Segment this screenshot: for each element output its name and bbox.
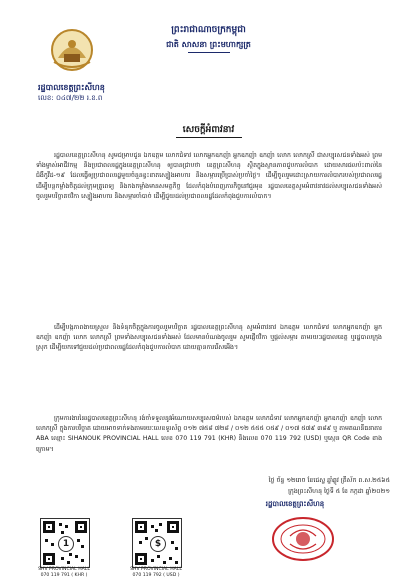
qr-usd-caption-name: SHV PROVINCIAL HALL [130, 567, 182, 572]
qr-khr-caption-account: 070 119 791 ( KHR ) [40, 573, 88, 578]
office-name: រដ្ឋបាលខេត្តព្រះសីហនុ [38, 83, 105, 92]
paragraph-3: ក្រុមការងារនៃរដ្ឋបាលខេត្តព្រះសីហនុ រង់ចាំទទួលនូវអំណោយសប្បុរសធម៌របស់ ឯកឧត្តម លោកជំទាវ លោកអ្នកឧកញ៉ា អ្នកឧកញ៉ា ឧកញ៉ា លោក លោកស្រី ក្នុងការបរិច្ចាគ ដោយអាចទាក់ទងតាមរយៈលេខទូរស័ព្ទ ០១២ ៧៥៨ ៧២៨ / ០១២ ៥៥៥ ០៥៩ / ០១៧ ៥៧៩ ៣៨៩ ឬ តាមគណនីធនាគារ ABA ឈ្មោះ SIHANOUK PROVINCIAL HALL លេខ 070 119 791 (KHR) និងលេខ 070 119 792 (USD) ឬស្កេន QR Code ខាងក្រោម។ [36, 415, 382, 453]
reference-value: ០៤៧/២២ រ.ខ.ព [55, 94, 103, 102]
qr-code-usd[interactable] [132, 518, 182, 568]
reference-number [38, 94, 102, 104]
national-motto: ជាតិ សាសនា ព្រះមហាក្សត្រ [166, 40, 251, 49]
place-and-date: ក្រុងព្រះសីហនុ ថ្ងៃទី ៥ ខែ កក្កដា ឆ្នាំ២០២១ [288, 488, 390, 495]
motto-ornament-divider [188, 52, 230, 53]
reference-label: លេខ: [38, 94, 54, 102]
qr-code-khr[interactable] [40, 518, 90, 568]
signer-title: រដ្ឋបាលខេត្តព្រះសីហនុ [265, 500, 325, 508]
title-underline [176, 137, 242, 138]
paragraph-1: រដ្ឋបាលខេត្តព្រះសីហនុ សូមជម្រាបជូន ឯកឧត្តម លោកជំទាវ លោកអ្នកឧកញ៉ា អ្នកឧកញ៉ា ឧកញ៉ា លោក លោកស្រី ជាសប្បុរសជនទាំងអស់ ព្រមទាំងម្ចាស់អាជីវកម្ម និងប្រជាពលរដ្ឋក្នុងខេត្តព្រះសីហនុ ឲ្យបានជ្រាបថា ខេត្តព្រះសីហនុ ស្ថិតក្នុងស្ថានភាពជួបការលំបាក ដោយសារផលប៉ះពាល់នៃជំងឺកូវីដ-១៩ ដែលធ្វើឲ្យប្រជាពលរដ្ឋមួយចំនួនខ្វះខាតស្បៀងអាហារ និងសម្ភារប្រើប្រាស់ប្រចាំថ្ងៃ។ ដើម្បីចូលរួមដោះស្រាយការលំបាករបស់ប្រជាពលរដ្ឋ ដើម្បីបន្តកម្លាំងចិត្តដល់ក្រុមគ្រូពេទ្យ និងកងកម្លាំងមានសមត្ថកិច្ច ដែលកំពុងបំពេញភារកិច្ចនៅជួរមុខ រដ្ឋបាលខេត្តសូមអំពាវនាវដល់សប្បុរសជនទាំងអស់ ចូលរួមបរិច្ចាគថវិកា ស្បៀងអាហារ និងសម្ភារចាំបាច់ ដើម្បីជួយដល់ប្រជាពលរដ្ឋដែលកំពុងជួបការលំបាក។ [36, 152, 382, 200]
kingdom-heading: ព្រះរាជាណាចក្រកម្ពុជា [171, 25, 246, 35]
paragraph-2: ដើម្បីបង្កភាពងាយស្រួល និងទំនុកចិត្តក្នុងការចូលរួមបរិច្ចាគ រដ្ឋបាលខេត្តព្រះសីហនុ សូមអំពាវនាវ ឯកឧត្តម លោកជំទាវ លោកអ្នកឧកញ៉ា អ្នកឧកញ៉ា ឧកញ៉ា លោក លោកស្រី ព្រមទាំងសប្បុរសជនទាំងអស់ ដែលមានបំណងចូលរួម សូមផ្ញើថវិកា ឬផ្តល់សម្ភារ តាមរយៈរដ្ឋបាលខេត្ត ឬរដ្ឋបាលក្រុង ស្រុក ដើម្បីយកទៅជួយដល់ប្រជាពលរដ្ឋដែលកំពុងជួបការលំបាក ដោយគ្មានការរើសអើង។ [36, 324, 382, 352]
qr-badge-usd: $ [150, 536, 166, 552]
qr-usd-caption-account: 070 119 792 ( USD ) [132, 573, 180, 578]
lunar-date: ថ្ងៃ ច័ន្ទ ១២រោច ខែជេស្ឋ ឆ្នាំឆ្លូវ ត្រីស័ក ព.ស.២៥៦៥ [268, 477, 390, 484]
qr-khr-caption-name: SHV PROVINCIAL HALL [38, 567, 90, 572]
official-seal-stamp [268, 516, 338, 562]
qr-badge-khr: 1 [58, 536, 74, 552]
document-title: សេចក្តីអំពាវនាវ [182, 125, 235, 135]
